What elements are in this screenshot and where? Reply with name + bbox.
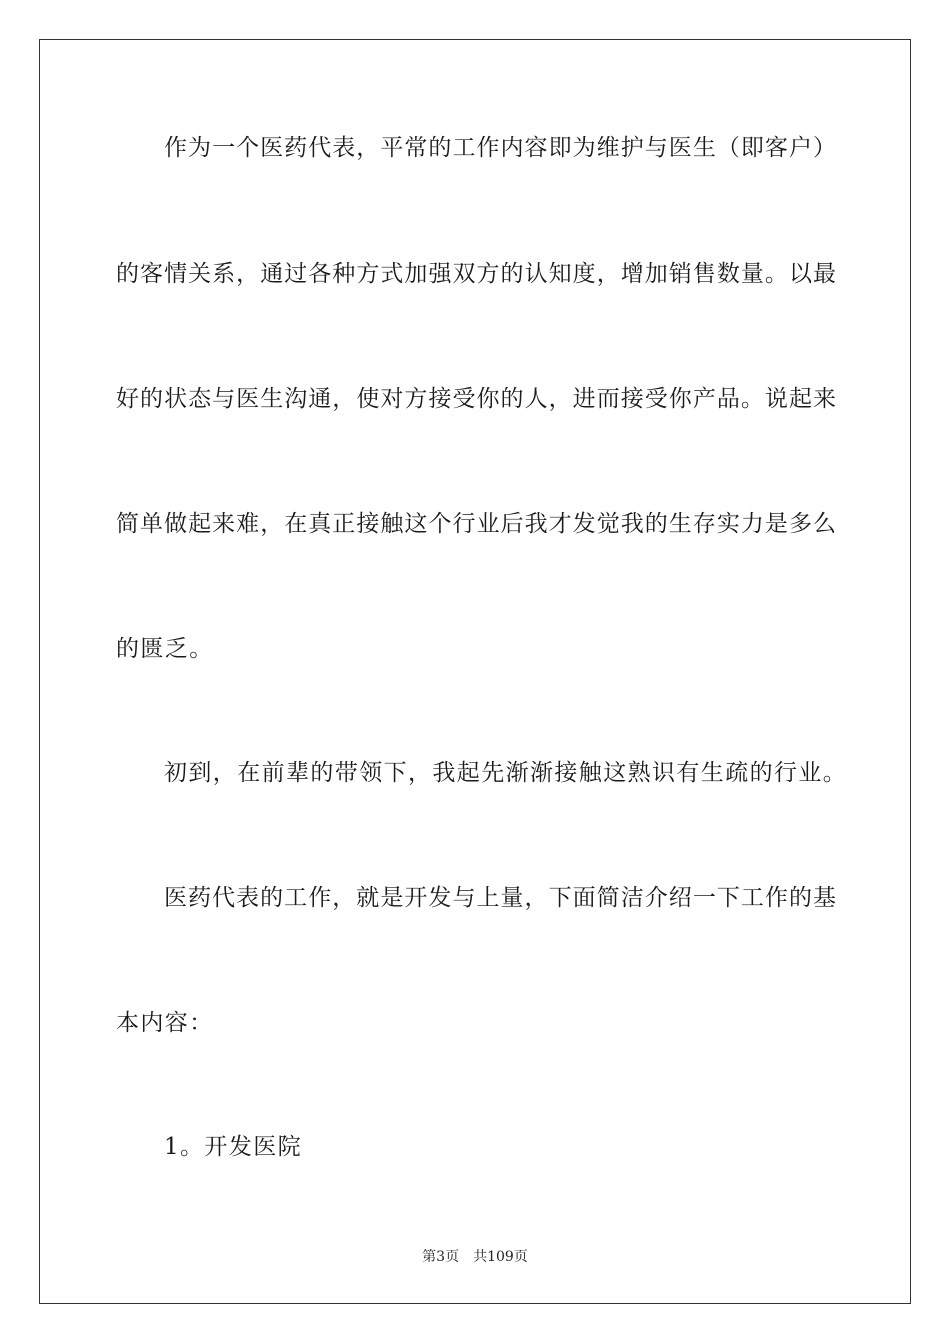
paragraph-line: 的匮乏。: [116, 636, 214, 662]
page-footer: [0, 1248, 950, 1266]
list-heading: 1。开发医院: [164, 1134, 303, 1160]
paragraph-line: 的客情关系，通过各种方式加强双方的认知度，增加销售数量。以最: [116, 261, 836, 287]
paragraph-line: 简单做起来难，在真正接触这个行业后我才发觉我的生存实力是多么: [116, 511, 836, 537]
paragraph-line: 医药代表的工作，就是开发与上量，下面简洁介绍一下工作的基: [164, 885, 836, 911]
page-border: [39, 39, 911, 1304]
paragraph-line: 本内容：: [116, 1010, 214, 1036]
page-total: 共109页: [473, 1249, 528, 1265]
paragraph-line: 好的状态与医生沟通，使对方接受你的人，进而接受你产品。说起来: [116, 386, 836, 412]
paragraph-line: 初到，在前辈的带领下，我起先渐渐接触这熟识有生疏的行业。: [164, 760, 848, 786]
paragraph-line: 作为一个医药代表，平常的工作内容即为维护与医生（即客户）: [164, 135, 836, 161]
page-number: 第3页: [422, 1249, 460, 1265]
